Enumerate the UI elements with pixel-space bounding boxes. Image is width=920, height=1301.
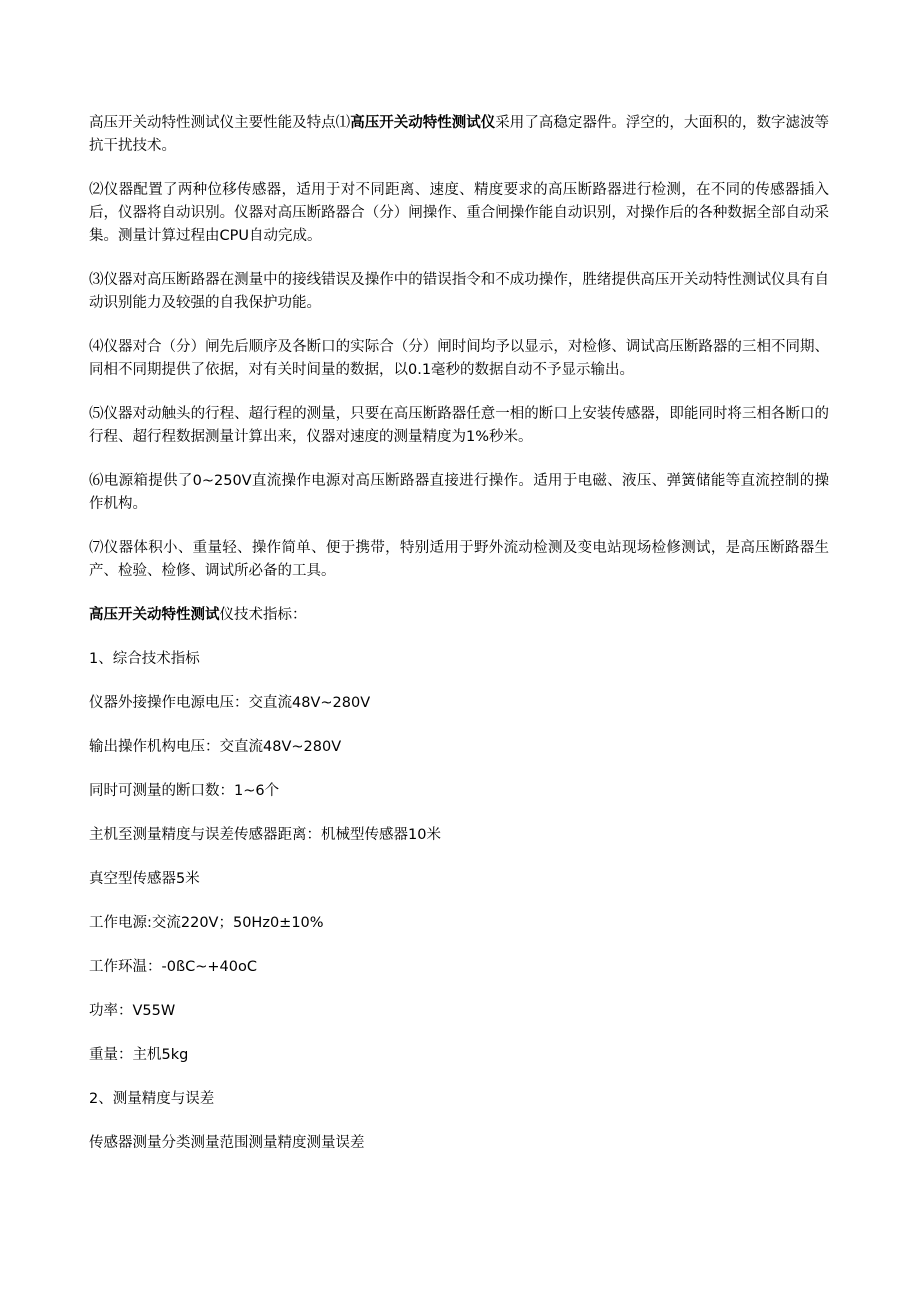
spec-line-6: 真空型传感器5米 — [89, 871, 200, 887]
spec-line-10: 重量：主机5kg — [89, 1047, 189, 1063]
spec-line-11: 2、测量精度与误差 — [89, 1091, 215, 1107]
spec-line-5: 主机至测量精度与误差传感器距离：机械型传感器10米 — [89, 827, 441, 843]
spec-line-12: 传感器测量分类测量范围测量精度测量误差 — [89, 1135, 365, 1151]
spec-heading-bold: 高压开关动特性测试 — [89, 607, 220, 623]
paragraph-1-bold-term: 高压开关动特性测试仪 — [350, 115, 496, 131]
spec-heading-suffix: 仪技术指标： — [219, 607, 307, 623]
paragraph-6: ⑹电源箱提供了0~250V直流操作电源对高压断路器直接进行操作。适用于电磁、液压、弹簧储能等直流控制的操作机构。 — [89, 473, 829, 512]
paragraph-1-suffix: 采用了高稳定器件。浮空的，大面积的，数字滤波等抗干扰技术。 — [89, 115, 830, 154]
paragraph-2: ⑵仪器配置了两种位移传感器，适用于对不同距离、速度、精度要求的高压断路器进行检测，在不同的传感器插入后，仪器将自动识别。仪器对高压断路器合（分）闸操作、重合闸操作能自动识别，对操作后的各种数据全部自动采集。测量计算过程由CPU自动完成。 — [89, 182, 829, 244]
paragraph-3: ⑶仪器对高压断路器在测量中的接线错误及操作中的错误指令和不成功操作，胜绪提供高压开关动特性测试仪具有自动识别能力及较强的自我保护功能。 — [89, 272, 829, 311]
paragraph-5: ⑸仪器对动触头的行程、超行程的测量，只要在高压断路器任意一相的断口上安装传感器，即能同时将三相各断口的行程、超行程数据测量计算出来，仪器对速度的测量精度为1%秒米。 — [89, 406, 829, 445]
paragraph-7: ⑺仪器体积小、重量轻、操作简单、便于携带，特别适用于野外流动检测及变电站现场检修测试，是高压断路器生产、检验、检修、调试所必备的工具。 — [89, 540, 829, 579]
spec-line-1: 1、综合技术指标 — [89, 651, 200, 667]
paragraph-1-prefix: 高压开关动特性测试仪主要性能及特点⑴ — [89, 115, 351, 131]
spec-line-9: 功率：V55W — [89, 1003, 176, 1019]
paragraph-4: ⑷仪器对合（分）闸先后顺序及各断口的实际合（分）闸时间均予以显示，对检修、调试高压断路器的三相不同期、同相不同期提供了依据，对有关时间量的数据，以0.1毫秒的数据自动不予显示输出。 — [89, 339, 829, 378]
paragraph-1 — [89, 112, 829, 158]
spec-line-4: 同时可测量的断口数：1~6个 — [89, 783, 280, 799]
spec-line-8: 工作环温：-0ßC~+40oC — [89, 959, 257, 975]
spec-line-7: 工作电源:交流220V；50Hz0±10% — [89, 915, 324, 931]
document-body — [89, 112, 829, 1176]
spec-heading — [89, 604, 829, 627]
spec-line-3: 输出操作机构电压：交直流48V~280V — [89, 739, 342, 755]
spec-line-2: 仪器外接操作电源电压：交直流48V~280V — [89, 695, 371, 711]
